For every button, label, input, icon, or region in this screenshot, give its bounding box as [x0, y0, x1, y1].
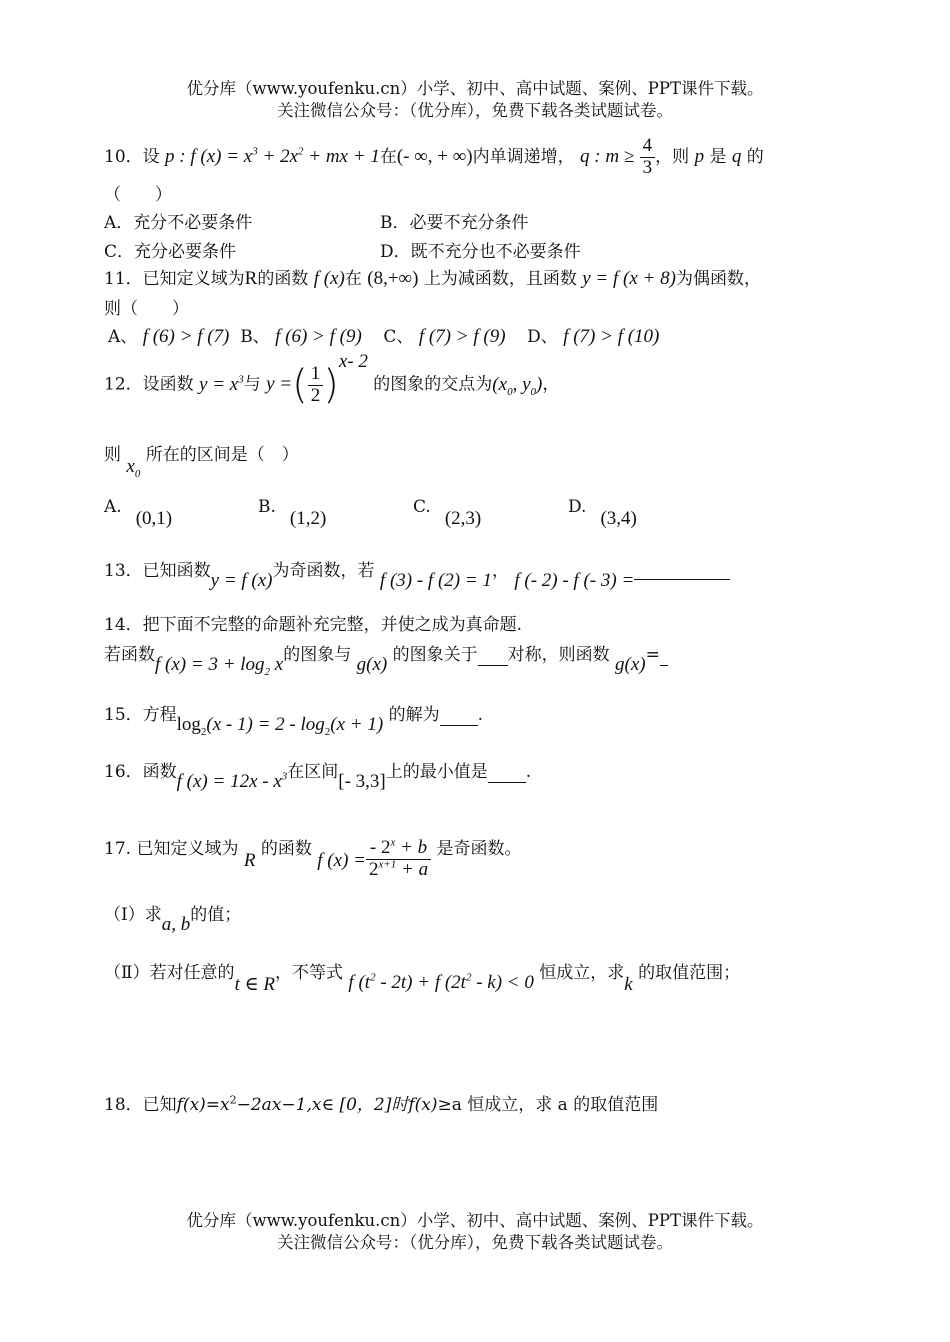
question-18 — [104, 1090, 658, 1115]
header-line-2: 关注微信公众号：（优分库），免费下载各类试题试卷。 — [277, 101, 673, 120]
q14-gx: g(x) — [356, 654, 388, 675]
q10-option-a: A．充分不必要条件 — [104, 213, 253, 233]
q14-text-2: 若函数 — [104, 645, 155, 665]
q17-R: R — [243, 849, 256, 871]
q18-text-2: ≥a 恒成立，求 a 的取值范围 — [437, 1095, 659, 1115]
q14-line-1 — [104, 610, 522, 635]
q17-part-1 — [104, 900, 242, 935]
q10-is: 是 — [709, 146, 727, 167]
question-number: 11． — [104, 269, 143, 289]
q10-q-definition: q : m ≥ — [580, 145, 635, 167]
q18-text-1: 已知 — [142, 1095, 177, 1115]
q11-y-fx8: y = f (x + 8) — [582, 268, 676, 289]
q12-comma: ， — [542, 374, 560, 395]
q12-then: 则 — [104, 445, 121, 465]
q16-text-3: 上的最小值是 — [385, 762, 488, 782]
q16-text-2: 在区间 — [287, 762, 339, 782]
q12-point: ($x_0$, $y_0$) — [492, 373, 543, 398]
q12-y2: y = — [266, 373, 293, 395]
q12-text-3: 所在的区间是（ ） — [145, 445, 299, 465]
q14-gx-2: g(x) — [615, 654, 646, 675]
q10-pre: 设 — [142, 146, 160, 167]
q11-text-3: 在 — [344, 269, 362, 289]
question-number: 17. — [104, 838, 132, 859]
q13-text-1: 已知函数 — [142, 561, 211, 581]
question-number: 12． — [104, 374, 143, 395]
q17-text-1: 已知定义域为 — [136, 838, 239, 859]
q11-text-5: 为偶函数， — [675, 269, 761, 289]
question-15 — [104, 700, 483, 738]
q18-fx-2: f(x) — [408, 1095, 438, 1115]
q16-text-1: 函数 — [142, 762, 177, 782]
q11-option-d-label: D、 — [527, 327, 558, 347]
q11-text-1: 已知定义域为 — [142, 269, 245, 289]
q12-line-2 — [104, 440, 299, 480]
question-12 — [104, 350, 560, 408]
q14-line-2 — [104, 640, 668, 678]
q10-fraction: $\frac{4}{3}$ — [640, 136, 656, 179]
q10-mono-text: 内单调递增， — [472, 146, 575, 167]
q14-text-3: 的图象与 — [283, 645, 352, 665]
q15-text-2: 的解为 — [388, 705, 440, 725]
question-16 — [104, 757, 532, 792]
q12-option-b: B.(1,2) — [258, 497, 327, 529]
q17-part2-label: （Ⅱ）若对任意的 — [104, 963, 235, 983]
q17-fx: f (x) = — [317, 849, 366, 871]
q11-text-4: 上为减函数，且函数 — [423, 269, 577, 289]
q17-fraction: $\frac{- 2^x + b}{2^{x+1} + a}$ — [366, 838, 431, 881]
question-13 — [104, 556, 730, 591]
q10-option-b: B．必要不充分条件 — [380, 213, 529, 233]
question-number: 13． — [104, 561, 143, 581]
q10-option-c: C．充分必要条件 — [104, 242, 237, 262]
q14-text-1: 把下面不完整的命题补充完整，并使之成为真命题. — [142, 615, 523, 635]
question-number: 18． — [104, 1095, 143, 1115]
q17-text-3: 是奇函数。 — [436, 838, 522, 859]
q14-fx: f $(x) = 3 + \log_2 x$ — [155, 654, 284, 678]
q11-text-2: 的函数 — [257, 269, 309, 289]
q17-text-2: 的函数 — [260, 838, 312, 859]
question-number: 16． — [104, 762, 143, 782]
q13-comma: ， — [491, 561, 509, 581]
q12-text-2: 的图象的交点为 — [373, 374, 493, 395]
q14-text-5: 对称，则函数 — [507, 645, 610, 665]
q10-p-definition: p : f $(x) = x^3 + 2x^2$ + mx + 1 — [165, 145, 380, 167]
q11-then: 则（ ） — [104, 299, 189, 319]
q10-conclusion: ，则 — [655, 146, 690, 167]
q11-option-c: f (7) > f (9) — [418, 326, 506, 347]
q12-and: 与 — [243, 374, 261, 395]
q16-answer-blank — [488, 764, 526, 783]
q13-answer-blank — [634, 561, 730, 580]
q12-fraction: $\frac{1}{2}$ — [308, 364, 324, 407]
q15-dot: . — [477, 705, 483, 725]
q17-part2-text-2: 恒成立，求 — [539, 963, 625, 983]
q12-option-c: C.(2,3) — [413, 497, 482, 529]
q14-blank-2 — [660, 647, 668, 666]
q11-R: R — [244, 268, 258, 289]
q17-part2-inequality: f $(t^2 - 2t) + f$ $(2t^2 - k) < 0$ — [348, 971, 534, 993]
q10-answer-paren: （ ） — [104, 185, 172, 205]
q14-eq: = — [645, 645, 660, 665]
q10-interval: (- ∞, + ∞) — [396, 145, 473, 167]
q17-part1-text: 的值； — [190, 905, 242, 925]
question-10 — [104, 136, 764, 179]
q17-part2-text-1: ，不等式 — [275, 963, 344, 983]
q13-yfx: y = f (x) — [210, 570, 273, 591]
q11-fx: f (x) — [313, 268, 345, 289]
footer-line-1: 优分库（www.youfenku.cn）小学、初中、高中试题、案例、PPT课件下载。 — [186, 1211, 764, 1230]
q15-equation: $\log_2(x - 1) = 2 - \log_2(x + 1)$ — [176, 714, 384, 738]
q11-options — [108, 322, 659, 348]
q11-option-a-label: A、 — [108, 327, 138, 347]
q10-q: q — [731, 145, 742, 167]
q10-p: p — [694, 145, 705, 167]
q14-text-4: 的图象关于 — [392, 645, 478, 665]
q11-option-b-label: B、 — [240, 327, 270, 347]
q12-text-1: 设函数 — [142, 374, 194, 395]
q10-interval-text: 在 — [379, 146, 397, 167]
q17-part2-t: t ∈ R — [234, 974, 276, 995]
q11-option-d: f (7) > f (10) — [563, 326, 660, 347]
question-11 — [104, 264, 761, 290]
q12-y1: $y = x^3$ — [199, 373, 244, 395]
q11-interval: (8,+∞) — [367, 268, 419, 289]
q12-option-a: A.(0,1) — [104, 497, 173, 529]
right-paren: ) — [323, 362, 339, 408]
question-number: 10． — [104, 146, 143, 167]
q12-x0: $x_0$ — [126, 456, 141, 480]
question-17 — [104, 828, 522, 880]
q12-exponent: x- 2 — [338, 350, 368, 372]
question-number: 15． — [104, 705, 143, 725]
q11-option-b: f (6) > f (9) — [275, 326, 362, 347]
q17-part2-k: k — [624, 974, 633, 995]
q16-fx: f $(x) = 12x - x^3$ — [176, 770, 288, 792]
q16-dot: . — [525, 762, 532, 782]
q17-part1-label: （Ⅰ）求 — [104, 905, 162, 925]
footer-line-2: 关注微信公众号：（优分库），免费下载各类试题试卷。 — [277, 1233, 673, 1252]
q14-blank-1 — [478, 647, 508, 666]
q11-option-c-label: C、 — [383, 327, 414, 347]
q15-answer-blank — [440, 707, 478, 726]
q17-part-2 — [104, 958, 741, 995]
q12-option-d: D.(3,4) — [568, 497, 637, 529]
q13-text-2: 为奇函数，若 — [272, 561, 375, 581]
q17-part1-vars: a, b — [161, 914, 191, 935]
q10-of: 的 — [746, 146, 764, 167]
q13-condition: f (3) - f (2) = 1 — [379, 570, 492, 591]
q15-text-1: 方程 — [142, 705, 177, 725]
left-paren: ( — [292, 362, 308, 408]
q17-part2-text-3: 的取值范围； — [638, 963, 741, 983]
q11-option-a: f (6) > f (7) — [142, 326, 230, 347]
q13-ask: f (- 2) - f (- 3) = — [514, 570, 635, 591]
header-line-1: 优分库（www.youfenku.cn）小学、初中、高中试题、案例、PPT课件下载。 — [186, 79, 764, 98]
q10-option-d: D．既不充分也不必要条件 — [380, 242, 581, 262]
q16-interval: [- 3,3] — [338, 771, 386, 792]
question-number: 14． — [104, 615, 143, 635]
q18-fx: $f(x)=x^2-2ax-1,x\in$ [0，2]时 — [176, 1093, 409, 1115]
